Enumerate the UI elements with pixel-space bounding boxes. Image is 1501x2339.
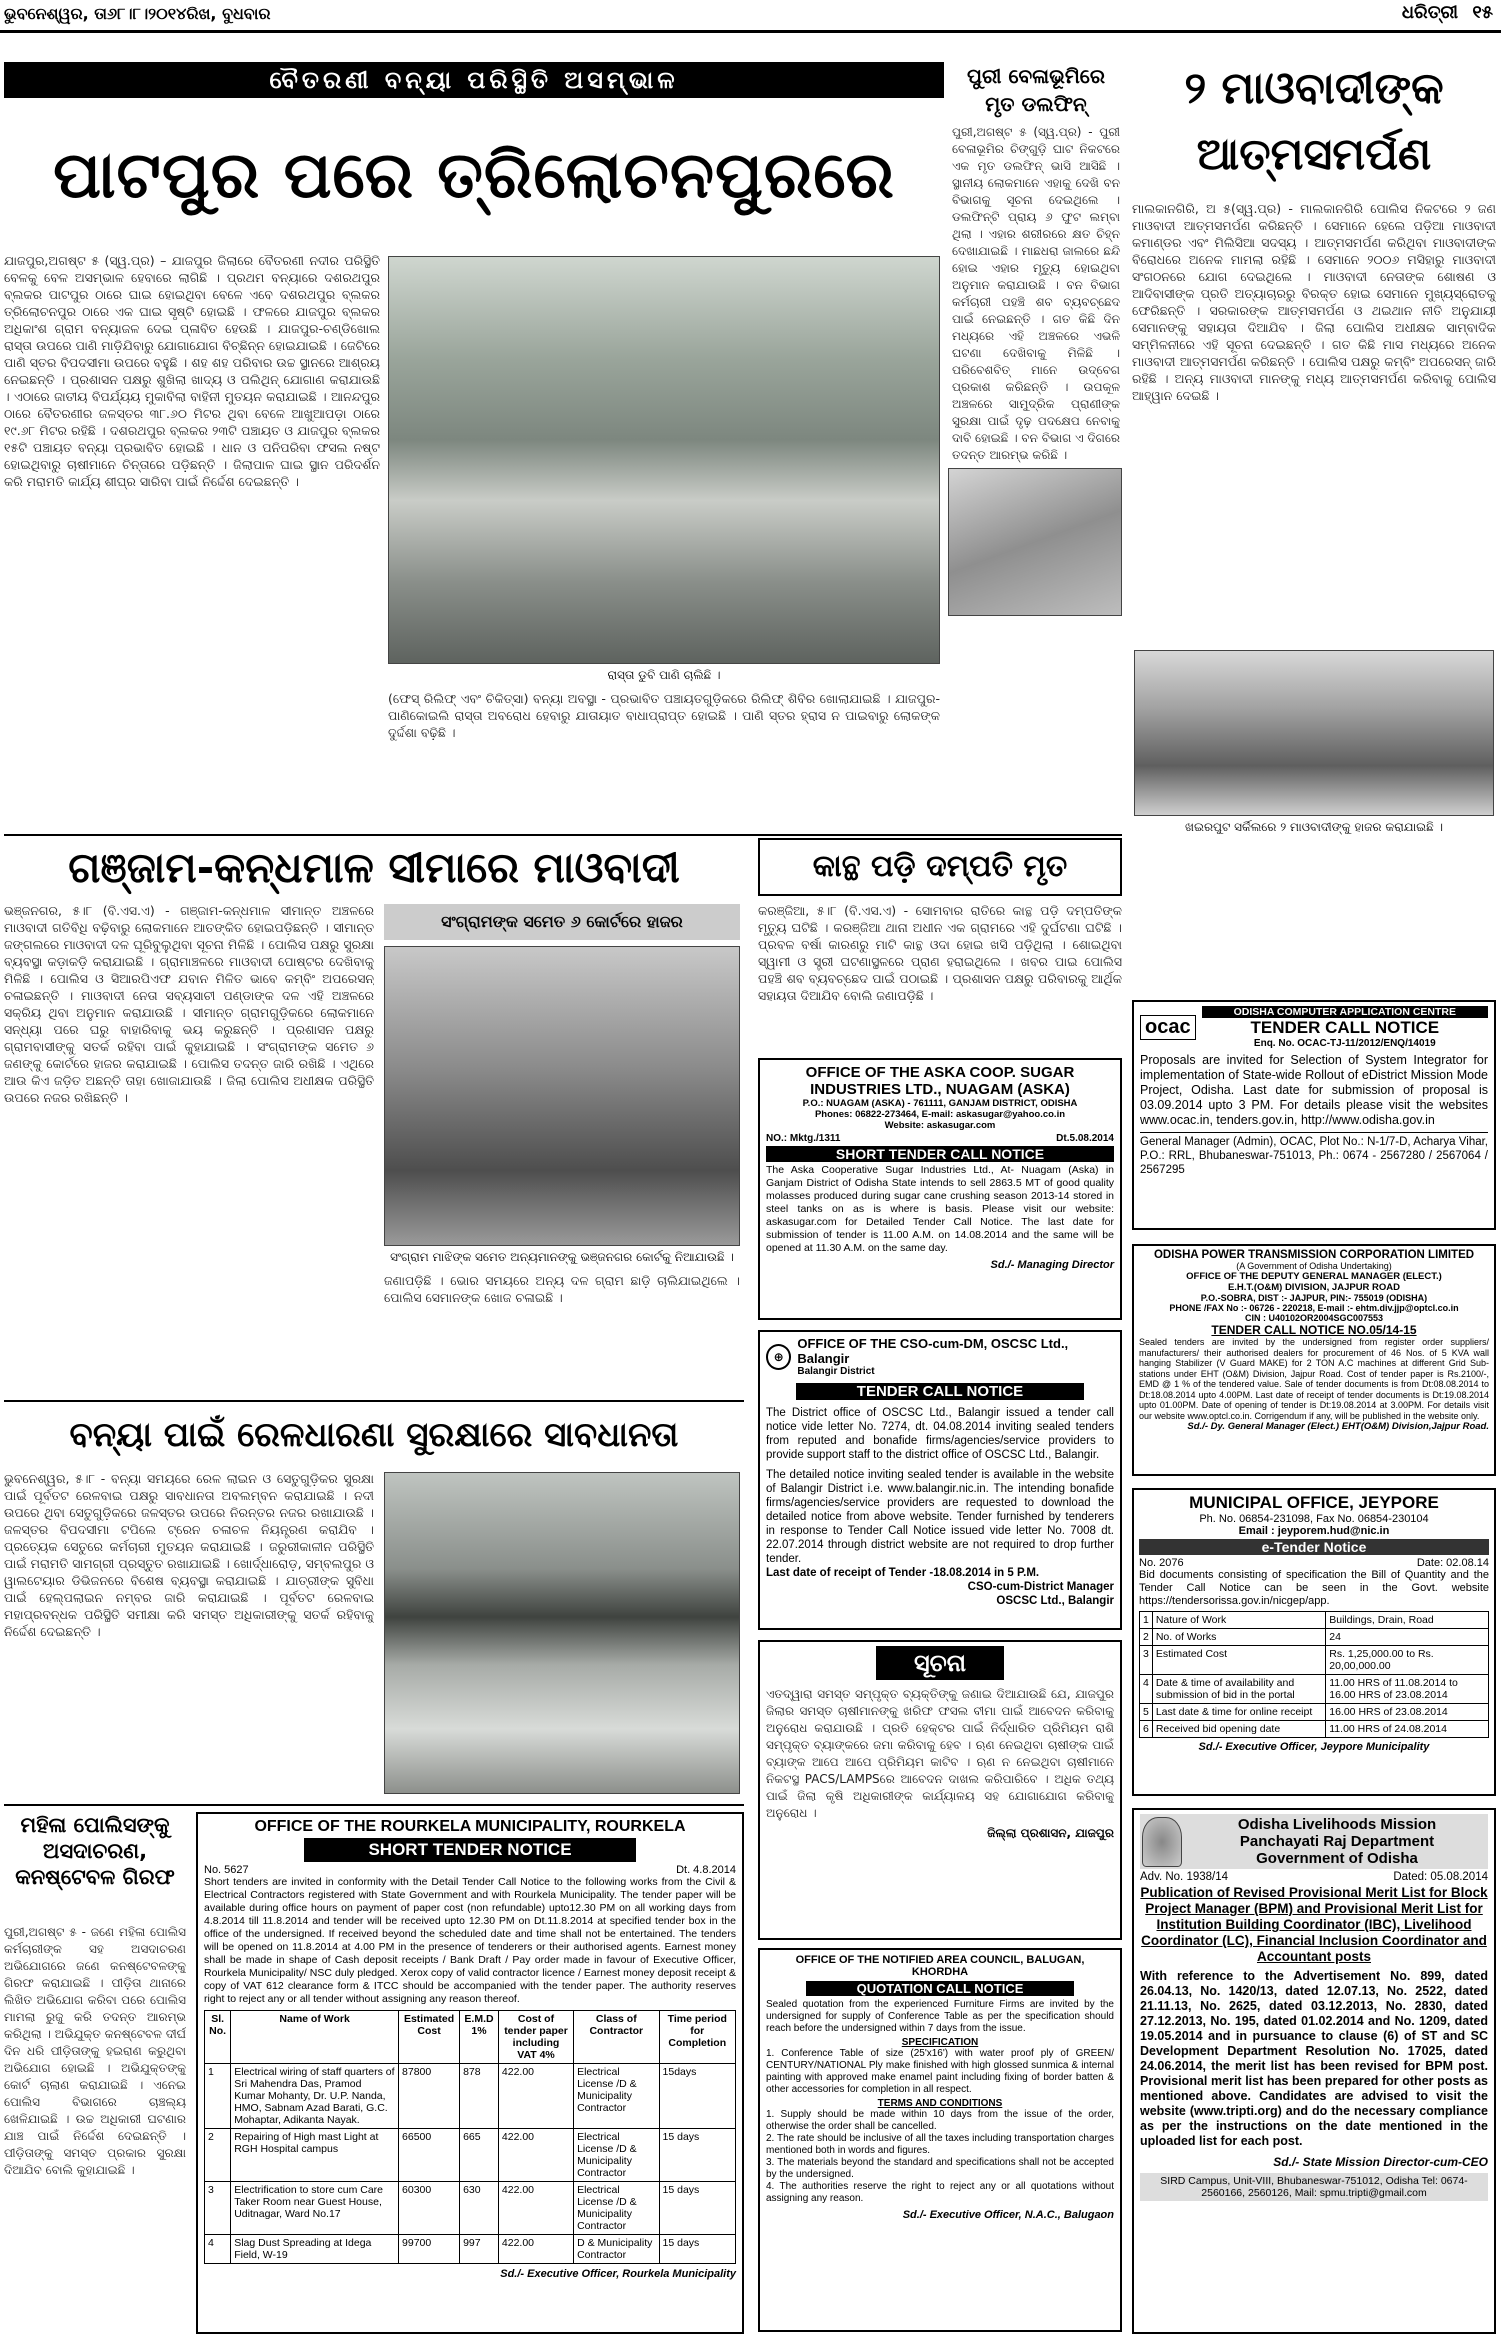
oscsc-sign2: OSCSC Ltd., Balangir <box>996 1595 1114 1607</box>
aska-phone: Phones: 06822-273464, E-mail: askasugar@yahoo.co.in <box>814 1109 1066 1120</box>
rail-bridge-photo <box>384 1472 740 1794</box>
rourkela-body: Short tenders are invited in conformity with the Detail Tender Call Notice to the following works from the Civil & Electrical Contractors registered with State Government and with Rourkela Municipality. The tender paper will be available during office hours on payment of paper cost (non refundable) upto12.30 PM on all working days from 4.8.2014 till 11.8.2014 and tender will be received upto 12.30 PM on Dt.11.8.2014 at specified tender box in the office of the undersigned. If received beyond the scheduled date and time shall not be entertained. The tenders will be opened on 11.8.2014 at 4.00 PM in the presence of tenderers or their authorised agents. Earnest money shall be made in shape of Cash deposit receipts / Bank Draft / Pay order made in favour of Executive Officer, Rourkela Municipality/ NSC duly pledged. Xerox copy of valid contractor licence / Earnest money deposit receipt & copy of VAT 612 clearance form & ITCC should be accompanied with the tender paper. The authority reserves right to reject any or all tender without assigning any reason thereof. <box>204 1876 736 2005</box>
table-cell: 422.00 <box>498 2064 573 2129</box>
rourkela-col-header: Estimated Cost <box>399 2011 460 2064</box>
table-cell: 665 <box>460 2129 499 2182</box>
rourkela-org: OFFICE OF THE ROURKELA MUNICIPALITY, ROURKELA <box>254 1818 686 1835</box>
table-cell: 4 <box>205 2235 231 2264</box>
nac-title: QUOTATION CALL NOTICE <box>806 1981 1074 1996</box>
oscsc-last: Last date of receipt of Tender -18.08.2014 in 5 P.M. <box>766 1567 1040 1579</box>
divider-bottom <box>4 1804 744 1806</box>
table-cell: 878 <box>460 2064 499 2129</box>
maoist-photo-caption: ଖଇରପୁଟ ସର୍କିଲରେ ୨ ମାଓବାଦୀଙ୍କୁ ହାଜର କରାଯାଇଛି । <box>1185 820 1443 834</box>
nac-term: 4. The authorities reserve the right to reject any or all quotations without assigning any reason. <box>766 2181 1114 2204</box>
table-cell: Electrification to store cum Care Taker Room near Guest House, Uditnagar, Ward No.17 <box>231 2182 399 2235</box>
aska-sign: Sd./- Managing Director <box>990 1259 1114 1271</box>
optcl-sub4: P.O.-SOBRA, DIST :- JAJPUR, PIN:- 755019 (ODISHA) <box>1200 1293 1428 1303</box>
nac-terms-head: TERMS AND CONDITIONS <box>877 2098 1003 2109</box>
table-cell: 16.00 HRS of 23.08.2014 <box>1326 1704 1489 1721</box>
nac-spec: 1. Conference Table of size (25'x16') with water proof ply of GREEN/ CENTURY/NATIONAL Ply make finished with high glossed sunmica & internal painting with approved make enamel paint including fixing of border batten & other accessories for completion in all respect. <box>766 2048 1114 2095</box>
table-row <box>1140 1646 1489 1675</box>
optcl-sub2: OFFICE OF THE DEPUTY GENERAL MANAGER (ELECT.) <box>1186 1271 1442 1282</box>
table-cell: 2 <box>205 2129 231 2182</box>
rourkela-col-header: Sl. No. <box>205 2011 231 2064</box>
olm-footer: SIRD Campus, Unit-VIII, Bhubaneswar-751012, Odisha Tel: 0674-2560166, 2560126, Mail: spmu.tripti@gmail.com <box>1140 2173 1488 2201</box>
dolphin-headline: ପୁରୀ ବେଳାଭୂମିରେ ମୃତ ଡଲଫିନ୍ <box>967 64 1105 116</box>
lead-body-bottom: (ଫେସ୍ ରିଲିଫ୍ ଏବଂ ଚିକିତ୍ସା) ବନ୍ୟା ଅବସ୍ଥା - ପ୍ରଭାବିତ ପଞ୍ଚାୟତଗୁଡ଼ିକରେ ରିଲିଫ୍ ଶିବିର ଖୋଲାଯାଇଛି । ଯାଜପୁର-ପାଣିକୋଇଲି ରାସ୍ତା ଅବରୋଧ ହେବାରୁ ଯାତାୟାତ ବାଧାପ୍ରାପ୍ତ ହୋଇଛି । ପାଣି ସ୍ତର ହ୍ରାସ ନ ପାଇବାରୁ ଲୋକଙ୍କ ଦୁର୍ଦ୍ଦଶା ବଢ଼ିଛି । <box>388 691 940 740</box>
lead-headline: ପାଟପୁର ପରେ ତ୍ରିଲୋଚନପୁରରେ <box>53 139 895 213</box>
oscsc-logo-icon: ⊕ <box>766 1344 791 1370</box>
aska-org: OFFICE OF THE ASKA COOP. SUGAR INDUSTRIES LTD., NUAGAM (ASKA) <box>805 1064 1075 1098</box>
divider-mid <box>4 834 1122 836</box>
couple-body: କରଞ୍ଜିଆ, ୫।୮ (ବି.ଏସ.ଏ) - ସୋମବାର ରାତିରେ କାନ୍ଥ ପଡ଼ି ଦମ୍ପତିଙ୍କ ମୃତ୍ୟୁ ଘଟିଛି । କରଞ୍ଜିଆ ଥାନା ଅଧୀନ ଏକ ଗ୍ରାମରେ ଏହି ଦୁର୍ଘଟଣା ଘଟିଛି । ପ୍ରବଳ ବର୍ଷା କାରଣରୁ ମାଟି କାନ୍ଥ ଓଦା ହୋଇ ଖସି ପଡ଼ିଥିଲା । ଶୋଇଥିବା ସ୍ୱାମୀ ଓ ସ୍ତ୍ରୀ ଘଟଣାସ୍ଥଳରେ ପ୍ରାଣ ହରାଇଥିଲେ । ଖବର ପାଇ ପୋଲିସ ପହଞ୍ଚି ଶବ ବ୍ୟବଚ୍ଛେଦ ପାଇଁ ପଠାଇଛି । ପ୍ରଶାସନ ପକ୍ଷରୁ ପରିବାରକୁ ଆର୍ଥିକ ସହାୟତା ଦିଆଯିବ ବୋଲି ଜଣାପଡ଼ିଛି । <box>758 903 1122 1003</box>
ganjam-body: ଭଞ୍ଜନଗର, ୫।୮ (ବି.ଏସ.ଏ) - ଗଞ୍ଜାମ-କନ୍ଧମାଳ ସୀମାନ୍ତ ଅଞ୍ଚଳରେ ମାଓବାଦୀ ଗତିବିଧି ବଢ଼ିବାରୁ ଲୋକମାନେ ଆତଙ୍କିତ ହୋଇପଡ଼ିଛନ୍ତି । ସୀମାନ୍ତ ଜଙ୍ଗଲରେ ମାଓବାଦୀ ଦଳ ଘୂରିବୁଲୁଥିବା ସୂଚନା ମିଳିଛି । ପୋଲିସ ପକ୍ଷରୁ ସୁରକ୍ଷା ବ୍ୟବସ୍ଥା କଡ଼ାକଡ଼ି କରାଯାଇଛି । ଗ୍ରାମାଞ୍ଚଳରେ ମାଓବାଦୀ ପୋଷ୍ଟର ଦେଖିବାକୁ ମିଳିଛି । ପୋଲିସ ଓ ସିଆରପିଏଫ ଯବାନ ମିଳିତ ଭାବେ କମ୍ବିଂ ଅପରେସନ୍ ଚଳାଇଛନ୍ତି । ମାଓବାଦୀ ନେତା ସବ୍ୟସାଚୀ ପଣ୍ଡାଙ୍କ ଦଳ ଏହି ଅଞ୍ଚଳରେ ସକ୍ରିୟ ଥିବା ଅନୁମାନ କରାଯାଉଛି । ସୀମାନ୍ତ ଗ୍ରାମଗୁଡ଼ିକରେ ଲୋକମାନେ ସନ୍ଧ୍ୟା ପରେ ଘରୁ ବାହାରିବାକୁ ଭୟ କରୁଛନ୍ତି । ପ୍ରଶାସନ ପକ୍ଷରୁ ଗ୍ରାମବାସୀଙ୍କୁ ସତର୍କ ରହିବା ପାଇଁ କୁହାଯାଇଛି । ସଂଗ୍ରାମଙ୍କ ସମେତ ୬ ଜଣଙ୍କୁ କୋର୍ଟରେ ହାଜର କରାଯାଇଛି । ପୋଲିସ ତଦନ୍ତ ଜାରି ରଖିଛି । ଏଥିରେ ଆଉ କିଏ ଜଡ଼ିତ ଅଛନ୍ତି ତାହା ଖୋଜାଯାଉଛି । ଜିଲା ପୋଲିସ ଅଧୀକ୍ଷକ ପରିସ୍ଥିତି ଉପରେ ନଜର ରଖିଛନ୍ତି । <box>4 903 374 1105</box>
table-cell: 422.00 <box>498 2235 573 2264</box>
table-cell: Rs. 1,25,000.00 to Rs. 20,00,000.00 <box>1326 1646 1489 1675</box>
lead-kicker: ବୈତରଣୀ ବନ୍ୟା ପରିସ୍ଥିତି ଅସମ୍ଭାଳ <box>4 62 944 98</box>
couple-headline-box <box>758 838 1122 896</box>
jeypore-org: MUNICIPAL OFFICE, JEYPORE <box>1189 1493 1439 1512</box>
rourkela-table <box>204 2010 736 2264</box>
olm-heading: Publication of Revised Provisional Merit List for Block Project Manager (BPM) and Provisional Merit List for Institution Building Coordinator (IBC), Livelihood Coordinator (LC), Financial Inclusion Coordinator and Accountant posts <box>1140 1885 1488 1964</box>
table-cell: Electrical License /D & Municipality Contractor <box>574 2129 659 2182</box>
table-row <box>1140 1704 1489 1721</box>
maoist-headline-2: ଆତ୍ମସମର୍ପଣ <box>1196 129 1432 180</box>
table-cell: Electrical License /D & Municipality Contractor <box>574 2182 659 2235</box>
table-cell: 3 <box>205 2182 231 2235</box>
table-cell: Nature of Work <box>1152 1612 1325 1629</box>
suchana-body: ଏତଦ୍ୱାରା ସମସ୍ତ ସମ୍ପୃକ୍ତ ବ୍ୟକ୍ତିଙ୍କୁ ଜଣାଇ ଦିଆଯାଉଛି ଯେ, ଯାଜପୁର ଜିଲାର ସମସ୍ତ ଚାଷୀମାନଙ୍କୁ ଖରିଫ ଫସଲ ବୀମା ପାଇଁ ଆବେଦନ କରିବାକୁ ଅନୁରୋଧ କରାଯାଉଛି । ପ୍ରତି ହେକ୍ଟର ପାଇଁ ନିର୍ଦ୍ଧାରିତ ପ୍ରିମିୟମ ରାଶି ସମ୍ପୃକ୍ତ ବ୍ୟାଙ୍କରେ ଜମା କରିବାକୁ ହେବ । ଋଣ ନେଇଥିବା ଚାଷୀଙ୍କ ପାଇଁ ବ୍ୟାଙ୍କ ଆପେ ଆପେ ପ୍ରିମିୟମ କାଟିବ । ଋଣ ନ ନେଇଥିବା ଚାଷୀମାନେ ନିକଟସ୍ଥ PACS/LAMPSରେ ଆବେଦନ ଦାଖଲ କରିପାରିବେ । ଅଧିକ ତଥ୍ୟ ପାଇଁ ଜିଲା କୃଷି ଅଧିକାରୀଙ୍କ କାର୍ଯ୍ୟାଳୟ ସହ ଯୋଗାଯୋଗ କରିବାକୁ ଅନୁରୋଧ । <box>766 1687 1114 1820</box>
ocac-title: TENDER CALL NOTICE <box>1250 1018 1440 1037</box>
ganjam-photo-caption: ସଂଗ୍ରାମ ମାଝିଙ୍କ ସମେତ ଅନ୍ୟମାନଙ୍କୁ ଭଞ୍ଜନଗର କୋର୍ଟକୁ ନିଆଯାଉଛି । <box>390 1250 734 1264</box>
table-cell: Last date & time for online receipt <box>1152 1704 1325 1721</box>
ocac-logo: ocac <box>1140 1015 1196 1040</box>
table-cell: 1 <box>205 2064 231 2129</box>
olm-date: Dated: 05.08.2014 <box>1393 1871 1488 1883</box>
table-cell: 15 days <box>659 2129 735 2182</box>
suchana-title: ସୂଚନା <box>876 1646 1004 1680</box>
table-cell: 15days <box>659 2064 735 2129</box>
table-row <box>1140 1612 1489 1629</box>
optcl-notice <box>1132 1244 1496 1476</box>
table-row <box>205 2182 736 2235</box>
table-cell: 997 <box>460 2235 499 2264</box>
jeypore-date: Date: 02.08.14 <box>1416 1557 1489 1569</box>
rourkela-date: Dt. 4.8.2014 <box>676 1864 736 1876</box>
aska-notice <box>758 1058 1122 1320</box>
nac-org: OFFICE OF THE NOTIFIED AREA COUNCIL, BALUGAN, KHORDHA <box>795 1954 1085 1978</box>
table-cell: Repairing of High mast Light at RGH Hospital campus <box>231 2129 399 2182</box>
table-cell: 6 <box>1140 1721 1153 1738</box>
table-cell: 3 <box>1140 1646 1153 1675</box>
table-row <box>205 2129 736 2182</box>
jeypore-title: e-Tender Notice <box>1139 1539 1489 1555</box>
table-cell: Slag Dust Spreading at Idega Field, W-19 <box>231 2235 399 2264</box>
oscsc-org: OFFICE OF THE CSO-cum-DM, OSCSC Ltd., Balangir <box>797 1336 1069 1366</box>
ganjam-body-bottom: ଜଣାପଡ଼ିଛି । ଭୋର ସମୟରେ ଅନ୍ୟ ଦଳ ଗ୍ରାମ ଛାଡ଼ି ଚାଲିଯାଇଥିଲେ । ପୋଲିସ ସେମାନଙ୍କ ଖୋଜ ଚଳାଇଛି । <box>384 1273 740 1305</box>
table-cell: 5 <box>1140 1704 1153 1721</box>
nac-notice <box>758 1948 1122 2332</box>
rail-body: ଭୁବନେଶ୍ୱର, ୫।୮ - ବନ୍ୟା ସମୟରେ ରେଳ ଲାଇନ ଓ ସେତୁଗୁଡ଼ିକର ସୁରକ୍ଷା ପାଇଁ ପୂର୍ବତଟ ରେଳବାଇ ପକ୍ଷରୁ ସାବଧାନତା ଅବଲମ୍ବନ କରାଯାଇଛି । ନଦୀ ଉପରେ ଥିବା ସେତୁଗୁଡ଼ିକରେ ଜଳସ୍ତର ଉପରେ ନିରନ୍ତର ନଜର ରଖାଯାଉଛି । ଜଳସ୍ତର ବିପଦସୀମା ଟପିଲେ ଟ୍ରେନ ଚଳାଚଳ ନିୟନ୍ତ୍ରଣ କରାଯିବ । ପ୍ରତ୍ୟେକ ସେତୁରେ କର୍ମଚାରୀ ମୁତୟନ କରାଯାଇଛି । ଜରୁରୀକାଳୀନ ପରିସ୍ଥିତି ପାଇଁ ମରାମତି ସାମଗ୍ରୀ ପ୍ରସ୍ତୁତ ରଖାଯାଇଛି । ଖୋର୍ଦ୍ଧାରୋଡ଼, ସମ୍ବଲପୁର ଓ ୱାଲଟେୟାର ଡିଭିଜନରେ ବିଶେଷ ବ୍ୟବସ୍ଥା କରାଯାଇଛି । ଯାତ୍ରୀଙ୍କ ସୁବିଧା ପାଇଁ ହେଲ୍ପଲାଇନ ନମ୍ବର ଜାରି କରାଯାଇଛି । ପୂର୍ବତଟ ରେଳବାଇ ମହାପ୍ରବନ୍ଧକ ପରିସ୍ଥିତି ସମୀକ୍ଷା କରି ସମସ୍ତ ଅଧିକାରୀଙ୍କୁ ସତର୍କ ରହିବାକୁ ନିର୍ଦ୍ଦେଶ ଦେଇଛନ୍ତି । <box>4 1471 374 1639</box>
ocac-enq: Enq. No. OCAC-TJ-11/2012/ENQ/14019 <box>1253 1038 1436 1049</box>
table-cell: 24 <box>1326 1629 1489 1646</box>
jeypore-email: Email : jeyporem.hud@nic.in <box>1238 1525 1390 1537</box>
table-cell: 11.00 HRS of 24.08.2014 <box>1326 1721 1489 1738</box>
rourkela-notice <box>196 1812 744 2334</box>
rourkela-col-header: Cost of tender paper including VAT 4% <box>498 2011 573 2064</box>
table-cell: 2 <box>1140 1629 1153 1646</box>
maoist-photo <box>1134 650 1494 816</box>
masthead-rule <box>0 30 1501 33</box>
rourkela-col-header: Class of Contractor <box>574 2011 659 2064</box>
paper-name: ଧରିତ୍ରୀ <box>1401 2 1459 23</box>
table-cell: 66500 <box>399 2129 460 2182</box>
nac-term: 1. Supply should be made within 10 days from the issue of the order, otherwise the order shall be cancelled. <box>766 2109 1114 2132</box>
oscsc-body1: The District office of OSCSC Ltd., Balangir issued a tender call notice vide letter No. 7274, dt. 04.08.2014 inviting sealed tenders from reputed and bonafide firms/agencies/service providers to provide support staff to the district office of OSCSC Ltd., Balangir. <box>766 1407 1114 1461</box>
olm-sign: Sd./- State Mission Director-cum-CEO <box>1273 2155 1488 2169</box>
rourkela-col-header: Time period for Completion <box>659 2011 735 2064</box>
rourkela-table-header <box>205 2011 736 2064</box>
oscsc-title: TENDER CALL NOTICE <box>796 1383 1084 1400</box>
rourkela-no: No. 5627 <box>204 1864 249 1876</box>
page-no: ୧୫ <box>1472 2 1493 23</box>
rourkela-title: SHORT TENDER NOTICE <box>304 1838 636 1862</box>
optcl-sign: Sd./- Dy. General Manager (Elect.) EHT(O&M) Division,Jajpur Road. <box>1187 1421 1489 1432</box>
table-cell: Date & time of availability and submission of bid in the portal <box>1152 1675 1325 1704</box>
table-cell: Received bid opening date <box>1152 1721 1325 1738</box>
ganjam-photo <box>384 946 740 1246</box>
table-cell: 422.00 <box>498 2129 573 2182</box>
aska-body: The Aska Cooperative Sugar Industries Ltd., At- Nuagam (Aska) in Ganjam District of Odisha State intends to sell 2863.5 MT of good quality molasses produced during sugar cane crushing season 2013-14 stored in steel tanks on as is where is basis. Please visit our website: askasugar.com for Detailed Tender Call Notice. The last date for submission of tender is 11.00 A.M. on 14.08.2014 and the same will be opened at 11.30 A.M. on the same day. <box>766 1164 1114 1254</box>
table-cell: 630 <box>460 2182 499 2235</box>
table-row <box>205 2064 736 2129</box>
table-cell: Electrical License /D & Municipality Contractor <box>574 2064 659 2129</box>
table-cell: 1 <box>1140 1612 1153 1629</box>
table-cell: Buildings, Drain, Road <box>1326 1612 1489 1629</box>
jeypore-body: Bid documents consisting of specification the Bill of Quantity and the Tender Call Notice can be seen in the Govt. website https://tendersorissa.gov.in/nicgep/app. <box>1139 1569 1489 1607</box>
table-row <box>205 2235 736 2264</box>
jeypore-no: No. 2076 <box>1139 1557 1184 1569</box>
ocac-org: ODISHA COMPUTER APPLICATION CENTRE <box>1202 1006 1488 1018</box>
suchana-sign: ଜିଲ୍ଲା ପ୍ରଶାସନ, ଯାଜପୁର <box>987 1826 1114 1840</box>
nac-sign: Sd./- Executive Officer, N.A.C., Balugaon <box>902 2209 1114 2221</box>
table-cell: No. of Works <box>1152 1629 1325 1646</box>
jeypore-notice <box>1132 1488 1496 1796</box>
page-number <box>1402 2 1493 23</box>
dolphin-photo <box>948 468 1122 616</box>
maoist-body: ମାଲକାନଗିରି, ଅ ୫(ସ୍ୱ.ପ୍ର) - ମାଲକାନଗିରି ପୋଲିସ ନିକଟରେ ୨ ଜଣ ମାଓବାଦୀ ଆତ୍ମସମର୍ପଣ କରିଛନ୍ତି । ସେମାନେ ହେଲେ ପଡ଼ିଆ ମାଓବାଦୀ କମାଣ୍ଡର ଏବଂ ମିଲିସିଆ ସଦସ୍ୟ । ଆତ୍ମସମର୍ପଣ କରିଥିବା ମାଓବାଦୀଙ୍କ ବିରୋଧରେ ଅନେକ ମାମଲା ରହିଛି । ସେମାନେ ୨୦୦୬ ମସିହାରୁ ମାଓବାଦୀ ସଂଗଠନରେ ଯୋଗ ଦେଇଥିଲେ । ମାଓବାଦୀ ନେତାଙ୍କ ଶୋଷଣ ଓ ଆଦିବାସୀଙ୍କ ପ୍ରତି ଅତ୍ୟାଚାରରୁ ବିରକ୍ତ ହୋଇ ସେମାନେ ମୁଖ୍ୟସ୍ରୋତକୁ ଫେରିଛନ୍ତି । ସରକାରଙ୍କ ଆତ୍ମସମର୍ପଣ ଓ ଥଇଥାନ ନୀତି ଅନୁଯାୟୀ ସେମାନଙ୍କୁ ସହାୟତା ଦିଆଯିବ । ଜିଲା ପୋଲିସ ଅଧୀକ୍ଷକ ସାମ୍ବାଦିକ ସମ୍ମିଳନୀରେ ଏହି ସୂଚନା ଦେଇଛନ୍ତି । ଗତ କିଛି ମାସ ମଧ୍ୟରେ ଅନେକ ମାଓବାଦୀ ଆତ୍ମସମର୍ପଣ କରିଛନ୍ତି । ପୋଲିସ ପକ୍ଷରୁ କମ୍ବିଂ ଅପରେସନ୍ ଜାରି ରହିଛି । ଅନ୍ୟ ମାଓବାଦୀ ମାନଙ୍କୁ ମଧ୍ୟ ଆତ୍ମସମର୍ପଣ କରିବାକୁ ପୋଲିସ ଆହ୍ୱାନ ଦେଇଛି । <box>1132 201 1496 403</box>
table-cell: 15 days <box>659 2235 735 2264</box>
ocac-body: Proposals are invited for Selection of System Integrator for implementation of State-wide Rollout of eDistrict Mission Mode Project, Odisha. Last date for submission of proposal is 03.09.2014 upto 3 PM. For details please visit the websites www.ocac.in, tenders.gov.in, http://www.odisha.gov.in <box>1140 1053 1488 1127</box>
optcl-org: ODISHA POWER TRANSMISSION CORPORATION LIMITED <box>1153 1249 1475 1261</box>
dolphin-body-top: ପୁରୀ,ଅଗଷ୍ଟ ୫ (ସ୍ୱ.ପ୍ର) - ପୁରୀ ବେଳାଭୂମିର ଚିଙ୍ଗୁଡ଼ି ଘାଟ ନିକଟରେ ଏକ ମୃତ ଡଲଫିନ୍ ଭାସି ଆସିଛି । ସ୍ଥାନୀୟ ଲୋକମାନେ ଏହାକୁ ଦେଖି ବନ ବିଭାଗକୁ ସୂଚନା ଦେଇଥିଲେ । ଡଲଫିନ୍ଟି ପ୍ରାୟ ୬ ଫୁଟ ଲମ୍ବା ଥିଲା । ଏହାର ଶରୀରରେ କ୍ଷତ ଚିହ୍ନ ଦେଖାଯାଇଛି । ମାଛଧରା ଜାଲରେ ଛନ୍ଦି ହୋଇ ଏହାର ମୃତ୍ୟୁ ହୋଇଥିବା ଅନୁମାନ କରାଯାଉଛି । ବନ ବିଭାଗ କର୍ମଚାରୀ ପହଞ୍ଚି ଶବ ବ୍ୟବଚ୍ଛେଦ ପାଇଁ ନେଇଛନ୍ତି । ଗତ କିଛି ଦିନ ମଧ୍ୟରେ ଏହି ଅଞ୍ଚଳରେ ଏଭଳି ଘଟଣା ଦେଖିବାକୁ ମିଳିଛି । ପରିବେଶବିତ୍ ମାନେ ଉଦ୍ବେଗ ପ୍ରକାଶ କରିଛନ୍ତି । ଉପକୂଳ ଅଞ୍ଚଳରେ ସାମୁଦ୍ରିକ ପ୍ରାଣୀଙ୍କ ସୁରକ୍ଷା ପାଇଁ ଦୃଢ଼ ପଦକ୍ଷେପ ନେବାକୁ ଦାବି ହୋଇଛି । ବନ ବିଭାଗ ଏ ଦିଗରେ ତଦନ୍ତ ଆରମ୍ଭ କରିଛି । <box>952 125 1120 462</box>
nac-spec-head: SPECIFICATION <box>901 2037 979 2048</box>
table-cell: 15 days <box>659 2182 735 2235</box>
table-cell: 4 <box>1140 1675 1153 1704</box>
woman-police-body: ପୁରୀ,ଅଗଷ୍ଟ ୫ - ଜଣେ ମହିଳା ପୋଲିସ କର୍ମଚାରୀଙ୍କ ସହ ଅସଦାଚରଣ ଅଭିଯୋଗରେ ଜଣେ କନଷ୍ଟେବଳଙ୍କୁ ଗିରଫ କରାଯାଇଛି । ପୀଡ଼ିତା ଥାନାରେ ଲିଖିତ ଅଭିଯୋଗ କରିବା ପରେ ପୋଲିସ ମାମଲା ରୁଜୁ କରି ତଦନ୍ତ ଆରମ୍ଭ କରିଥିଲା । ଅଭିଯୁକ୍ତ କନଷ୍ଟେବଳ ଦୀର୍ଘ ଦିନ ଧରି ପୀଡ଼ିତାଙ୍କୁ ହଇରାଣ କରୁଥିବା ଅଭିଯୋଗ ହୋଇଛି । ଅଭିଯୁକ୍ତଙ୍କୁ କୋର୍ଟ ଚାଲାଣ କରାଯାଇଛି । ଏନେଇ ପୋଲିସ ବିଭାଗରେ ଚାଞ୍ଚଲ୍ୟ ଖେଳିଯାଇଛି । ଉଚ୍ଚ ଅଧିକାରୀ ଘଟଣାର ଯାଞ୍ଚ ପାଇଁ ନିର୍ଦ୍ଦେଶ ଦେଇଛନ୍ତି । ପୀଡ଼ିତାଙ୍କୁ ସମସ୍ତ ପ୍ରକାର ସୁରକ୍ଷା ଦିଆଯିବ ବୋଲି କୁହାଯାଇଛି । <box>4 1925 186 2177</box>
optcl-body: Sealed tenders are invited by the undersigned from register order suppliers/ manufacturers/ their authorised dealers for procurement of 46 Nos. of 5 KVA wall hanging Stabilizer (V Guard MAKE) for 2 TON A.C machines at different Grid Sub-stations under EHT (O&M) Division, Jajpur Road. Cost of tender paper is Rs.2100/-, EMD @ 1 % of the tendered value. Sale of tender documents is from Dt:08.08.2014 to Dt:18.08.2014 upto 4.00PM. Last date of receipt of tender documents is Dt:19.08.2014 upto 01.00PM. Date of opening of tender is Dt:19.08.2014 at 3.00PM. For details visit our website www.optcl.co.in. Corrigendum if any, will be published in the website only. <box>1139 1337 1489 1421</box>
nac-term: 2. The rate should be inclusive of all the taxes including transportation charges mentioned both in words and figures. <box>766 2133 1114 2156</box>
ocac-footer: General Manager (Admin), OCAC, Plot No.: N-1/7-D, Acharya Vihar, P.O.: RRL, Bhubaneswar-751013, Ph.: 0674 - 2567280 / 2567064 / 2567295 <box>1140 1132 1488 1177</box>
olm-title1: Odisha Livelihoods Mission <box>1237 1816 1437 1833</box>
aska-date: Dt.5.08.2014 <box>1056 1133 1114 1144</box>
nac-term: 3. The materials beyond the standard and specifications shall not be accepted by the undersigned. <box>766 2157 1114 2180</box>
table-cell: 11.00 HRS of 11.08.2014 to 16.00 HRS of 23.08.2014 <box>1326 1675 1489 1704</box>
nac-body: Sealed quotation from the experienced Furniture Firms are invited by the undersigned for supply of Conference Table as per the specification should reach before the undersigned within 7 days from the issue. <box>766 1999 1114 2034</box>
table-cell: 99700 <box>399 2235 460 2264</box>
oscsc-notice <box>758 1330 1122 1630</box>
olm-body: With reference to the Advertisement No. 899, dated 26.04.13, No. 1420/13, dated 12.07.13, No. 2522, dated 21.11.13, No. 2625, dated 03.12.2013, No. 2830, dated 27.12.2013, No. 195, dated 01.02.2014 and No. 1209, dated 19.05.2014 and in pursuance to clause (6) of ST and SC Development Department Resolution No. 17025, dated 24.06.2014, the merit list has been revised for BPM post. Provisional merit list has been prepared for other posts as mentioned above. Candidates are advised to visit the website (www.tripti.org) and do the necessary compliance as per the instructions on the date mentioned in the uploaded list for each post. <box>1140 1969 1488 2148</box>
lead-flood-photo <box>388 256 940 664</box>
ganjam-subhead: ସଂଗ୍ରାମଙ୍କ ସମେତ ୬ କୋର୍ଟରେ ହାଜର <box>384 904 740 940</box>
aska-addr: P.O.: NUAGAM (ASKA) - 761111, GANJAM DISTRICT, ODISHA <box>802 1098 1078 1109</box>
emblem-icon <box>1142 1817 1182 1867</box>
optcl-sub1: (A Government of Odisha Undertaking) <box>1236 1261 1392 1271</box>
jeypore-sign: Sd./- Executive Officer, Jeypore Municipality <box>1198 1741 1430 1753</box>
rourkela-sign: Sd./- Executive Officer, Rourkela Municipality <box>500 2268 736 2280</box>
olm-notice <box>1132 1808 1496 2334</box>
lead-photo-caption: ରାସ୍ତା ଡୁବି ପାଣି ଚାଲିଛି । <box>607 668 721 682</box>
suchana-notice <box>758 1640 1122 1940</box>
rourkela-col-header: E.M.D 1% <box>460 2011 499 2064</box>
table-row <box>1140 1721 1489 1738</box>
rourkela-col-header: Name of Work <box>231 2011 399 2064</box>
oscsc-body2: The detailed notice inviting sealed tender is available in the website of Balangir District i.e. www.balangir.nic.in. The intending bonafide firms/agencies/service providers are requested to download the detailed notice from above website. Tender furnished by tenderers in response to Tender Call Notice issued vide letter No. 7008 dt. 22.07.2014 through district website are not required to drop further tender. <box>766 1469 1114 1565</box>
divider-rail <box>4 1400 744 1402</box>
optcl-sub6: CIN : U40102OR2004SGC007553 <box>1244 1313 1384 1323</box>
olm-title3: Government of Odisha <box>1256 1850 1418 1867</box>
oscsc-sign1: CSO-cum-District Manager <box>967 1581 1114 1593</box>
table-cell: 60300 <box>399 2182 460 2235</box>
woman-police-headline: ମହିଳା ପୋଲିସଙ୍କୁ ଅସଦାଚରଣ, କନଷ୍ଟେବଳ ଗିରଫ <box>15 1813 175 1889</box>
table-cell: Estimated Cost <box>1152 1646 1325 1675</box>
optcl-title: TENDER CALL NOTICE NO.05/14-15 <box>1211 1323 1417 1337</box>
olm-adv: Adv. No. 1938/14 <box>1140 1871 1229 1883</box>
oscsc-sub: Balangir District <box>797 1366 875 1377</box>
aska-no: NO.: Mktg./1311 <box>766 1133 841 1144</box>
aska-web: Website: askasugar.com <box>884 1120 996 1131</box>
ganjam-headline: ଗଞ୍ଜାମ-କନ୍ଧମାଳ ସୀମାରେ ମାଓବାଦୀ <box>68 843 680 892</box>
table-cell: D & Municipality Contractor <box>574 2235 659 2264</box>
rail-headline: ବନ୍ୟା ପାଇଁ ରେଳଧାରଣା ସୁରକ୍ଷାରେ ସାବଧାନତା <box>69 1415 679 1455</box>
table-cell: Electrical wiring of staff quarters of Sri Mahendra Das, Pramod Kumar Mohanty, Dr. U.P. Nanda, HMO, Sabnam Azad Barati, G.C. Mohaptar, Adikanta Nayak. <box>231 2064 399 2129</box>
dateline: ଭୁବନେଶ୍ୱର, ତା୬୮।୮।୨୦୧୪ରିଖ, ବୁଧବାର <box>4 4 271 23</box>
jeypore-table <box>1139 1611 1489 1738</box>
couple-headline: କାନ୍ଥ ପଡ଼ି ଦମ୍ପତି ମୃତ <box>812 849 1068 884</box>
ocac-notice <box>1132 1000 1496 1230</box>
optcl-sub5: PHONE /FAX No :- 06726 - 220218, E-mail :- ehtm.div.jjp@optcl.co.in <box>1169 1303 1459 1313</box>
olm-title2: Panchayati Raj Department <box>1239 1833 1435 1850</box>
table-row <box>1140 1675 1489 1704</box>
aska-title: SHORT TENDER CALL NOTICE <box>766 1146 1114 1162</box>
optcl-sub3: E.H.T.(O&M) DIVISION, JAJPUR ROAD <box>1227 1282 1401 1293</box>
table-cell: 422.00 <box>498 2182 573 2235</box>
table-row <box>1140 1629 1489 1646</box>
table-cell: 87800 <box>399 2064 460 2129</box>
maoist-headline-1: ୨ ମାଓବାଦୀଙ୍କ <box>1184 63 1444 114</box>
lead-body-left: ଯାଜପୁର,ଅଗଷ୍ଟ ୫ (ସ୍ୱ.ପ୍ର) – ଯାଜପୁର ଜିଲାରେ ବୈତରଣୀ ନଦୀର ପରିସ୍ଥିତି ବେଳକୁ ବେଳ ଅସମ୍ଭାଳ ହେବାରେ ଲାଗିଛି । ପ୍ରଥମ ବନ୍ୟାରେ ଦଶରଥପୁର ବ୍ଲକର ପାଟପୁର ଠାରେ ଘାଇ ହୋଇଥିବା ବେଳେ ଏବେ ଦଶରଥପୁର ବ୍ଲକର ତ୍ରିଲୋଚନପୁର ଠାରେ ଏକ ଘାଇ ସୃଷ୍ଟି ହୋଇଛି । ଫଳରେ ଯାଜପୁର ବ୍ଲକର ଅଧିକାଂଶ ଗ୍ରାମ ବନ୍ୟାଜଳ ଦେଇ ପ୍ଳାବିତ ହେଉଛି । ଯାଜପୁର-ଚଣ୍ଡିଖୋଲ ରାସ୍ତା ଉପରେ ପାଣି ମାଡ଼ିଯିବାରୁ ଯୋଗାଯୋଗ ବିଚ୍ଛିନ୍ନ ହୋଇଯାଇଛି । ଜେଟିରେ ପାଣି ସ୍ତର ବିପଦସୀମା ଉପରେ ବହୁଛି । ଶହ ଶହ ପରିବାର ଉଚ୍ଚ ସ୍ଥାନରେ ଆଶ୍ରୟ ନେଇଛନ୍ତି । ପ୍ରଶାସନ ପକ୍ଷରୁ ଶୁଖିଲା ଖାଦ୍ୟ ଓ ପଲିଥିନ୍ ଯୋଗାଣ କରାଯାଉଛି । ଏଠାରେ ଜାତୀୟ ବିପର୍ଯ୍ୟୟ ମୁକାବିଲା ବାହିନୀ ମୁତୟନ କରାଯାଇଛି । ଆନନ୍ଦପୁର ଠାରେ ବୈତରଣୀର ଜଳସ୍ତର ୩୮.୬୦ ମିଟର ଥିବା ବେଳେ ଆଖୁଆପଡ଼ା ଠାରେ ୧୯.୬୮ ମିଟର ରହିଛି । ଦଶରଥପୁର ବ୍ଲକର ୨୩ଟି ପଞ୍ଚାୟତ ଓ ଯାଜପୁର ବ୍ଲକର ୧୫ଟି ପଞ୍ଚାୟତ ବନ୍ୟା ପ୍ରଭାବିତ ହୋଇଛି । ଧାନ ଓ ପନିପରିବା ଫସଲ ନଷ୍ଟ ହୋଇଥିବାରୁ ଚାଷୀମାନେ ଚିନ୍ତାରେ ପଡ଼ିଛନ୍ତି । ଜିଲାପାଳ ଘାଇ ସ୍ଥାନ ପରିଦର୍ଶନ କରି ମରାମତି କାର୍ଯ୍ୟ ଶୀଘ୍ର ସାରିବା ପାଇଁ ନିର୍ଦ୍ଦେଶ ଦେଇଛନ୍ତି । <box>4 253 380 489</box>
jeypore-phone: Ph. No. 06854-231098, Fax No. 06854-230104 <box>1199 1513 1429 1525</box>
